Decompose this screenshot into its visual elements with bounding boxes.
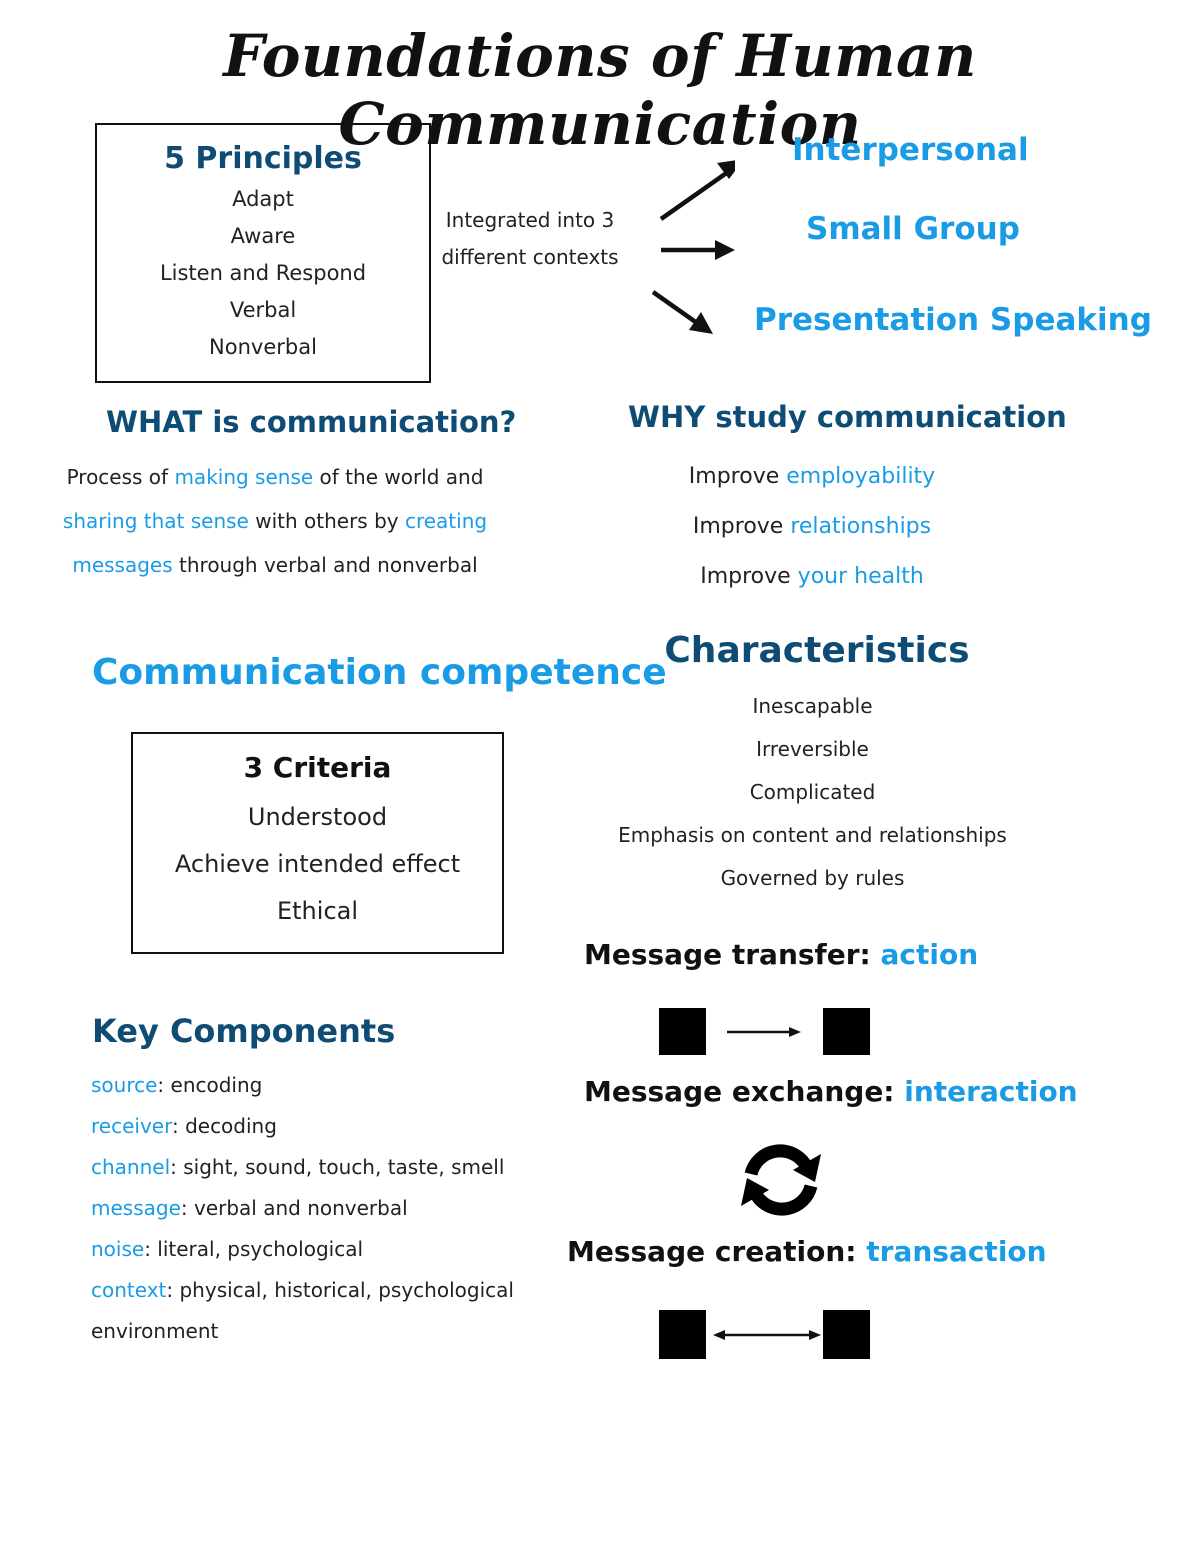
transfer-label: Message transfer:: [584, 938, 881, 971]
communicator-b-square: [823, 1310, 870, 1359]
exchange-heading: [584, 1075, 1078, 1108]
why-item: [612, 502, 1012, 552]
component-item: [91, 1229, 511, 1270]
what-text: of the world and: [313, 465, 484, 489]
what-heading: WHAT is communication?: [106, 405, 517, 439]
context-presentation-speaking: Presentation Speaking: [754, 302, 1152, 338]
characteristics-heading: Characteristics: [664, 630, 970, 671]
component-term: message: [91, 1196, 181, 1220]
exchange-type: interaction: [904, 1075, 1078, 1108]
one-way-arrow-icon: [725, 1022, 803, 1042]
exchange-label: Message exchange:: [584, 1075, 905, 1108]
criteria-list: [133, 794, 502, 935]
principles-heading: 5 Principles: [164, 141, 362, 176]
creation-type: transaction: [866, 1235, 1047, 1268]
what-highlight: creating: [404, 509, 488, 533]
characteristic-item: Irreversible: [756, 737, 869, 761]
arrow-up-right-icon: [661, 159, 735, 219]
component-desc: : encoding: [157, 1073, 263, 1097]
context-small-group: Small Group: [806, 211, 1020, 247]
arrow-right-icon: [661, 240, 735, 260]
creation-label: Message creation:: [567, 1235, 867, 1268]
context-interpersonal: Interpersonal: [792, 132, 1029, 168]
competence-heading: Communication competence: [92, 652, 667, 693]
what-highlight: making sense: [174, 465, 314, 489]
why-heading: WHY study communication: [628, 400, 1067, 434]
creation-heading: [567, 1235, 1047, 1268]
why-highlight: relationships: [790, 514, 932, 539]
principle-item: Adapt: [232, 187, 294, 211]
why-prefix: Improve: [692, 514, 791, 539]
contexts-note-line: Integrated into 3: [445, 208, 615, 232]
transfer-heading: [584, 938, 978, 971]
arrow-down-right-icon: [653, 292, 713, 334]
characteristic-item: Governed by rules: [720, 866, 905, 890]
principle-item: Aware: [230, 224, 296, 248]
component-desc: : physical, historical, psychological: [166, 1278, 514, 1302]
component-item: [91, 1147, 511, 1188]
what-text: with others by: [248, 509, 405, 533]
characteristic-item: Complicated: [749, 780, 876, 804]
component-desc: : verbal and nonverbal: [180, 1196, 408, 1220]
characteristic-item: Inescapable: [752, 694, 873, 718]
component-item: [91, 1106, 511, 1147]
what-text: Process of: [66, 465, 175, 489]
component-term: context: [91, 1278, 167, 1302]
why-prefix: Improve: [700, 564, 798, 589]
what-highlight: messages: [72, 553, 173, 577]
contexts-note-line: different contexts: [441, 245, 619, 269]
why-highlight: employability: [786, 464, 936, 489]
communicator-a-square: [659, 1310, 706, 1359]
principle-item: Verbal: [229, 298, 297, 322]
component-item: [91, 1188, 511, 1229]
why-prefix: Improve: [688, 464, 787, 489]
two-way-arrow-icon: [711, 1325, 823, 1345]
component-term: source: [91, 1073, 158, 1097]
what-text: through verbal and nonverbal: [172, 553, 478, 577]
component-desc: : literal, psychological: [144, 1237, 364, 1261]
key-components-heading: Key Components: [92, 1012, 396, 1050]
cycle-arrows-icon: [733, 1140, 829, 1220]
criteria-heading: 3 Criteria: [243, 751, 392, 784]
principles-list: [97, 181, 429, 366]
why-item: [612, 552, 1012, 602]
component-term: receiver: [91, 1114, 172, 1138]
component-term: channel: [91, 1155, 171, 1179]
context-arrows: [645, 150, 735, 340]
contexts-note: [440, 202, 620, 276]
principles-box: [95, 123, 431, 383]
criteria-item: Ethical: [276, 897, 359, 925]
what-definition: [30, 455, 520, 587]
component-term: noise: [91, 1237, 145, 1261]
component-continuation: environment: [91, 1319, 219, 1343]
why-item: [612, 452, 1012, 502]
page-title: Foundations of Human Communication: [223, 22, 977, 158]
criteria-item: Achieve intended effect: [174, 850, 461, 878]
principle-item: Listen and Respond: [159, 261, 367, 285]
characteristics-list: [590, 685, 1035, 900]
sender-square: [659, 1008, 706, 1055]
receiver-square: [823, 1008, 870, 1055]
criteria-item: Understood: [247, 803, 388, 831]
characteristic-item: Emphasis on content and relationships: [618, 823, 1007, 847]
principle-item: Nonverbal: [209, 335, 317, 359]
criteria-box: [131, 732, 504, 954]
transfer-type: action: [880, 938, 979, 971]
component-desc: : decoding: [171, 1114, 277, 1138]
component-item: [91, 1270, 514, 1311]
why-highlight: your health: [797, 564, 924, 589]
why-list: [612, 452, 1012, 602]
component-item: [91, 1065, 511, 1106]
component-desc: : sight, sound, touch, taste, smell: [170, 1155, 505, 1179]
key-components-list: [91, 1065, 514, 1352]
what-highlight: sharing that sense: [62, 509, 249, 533]
